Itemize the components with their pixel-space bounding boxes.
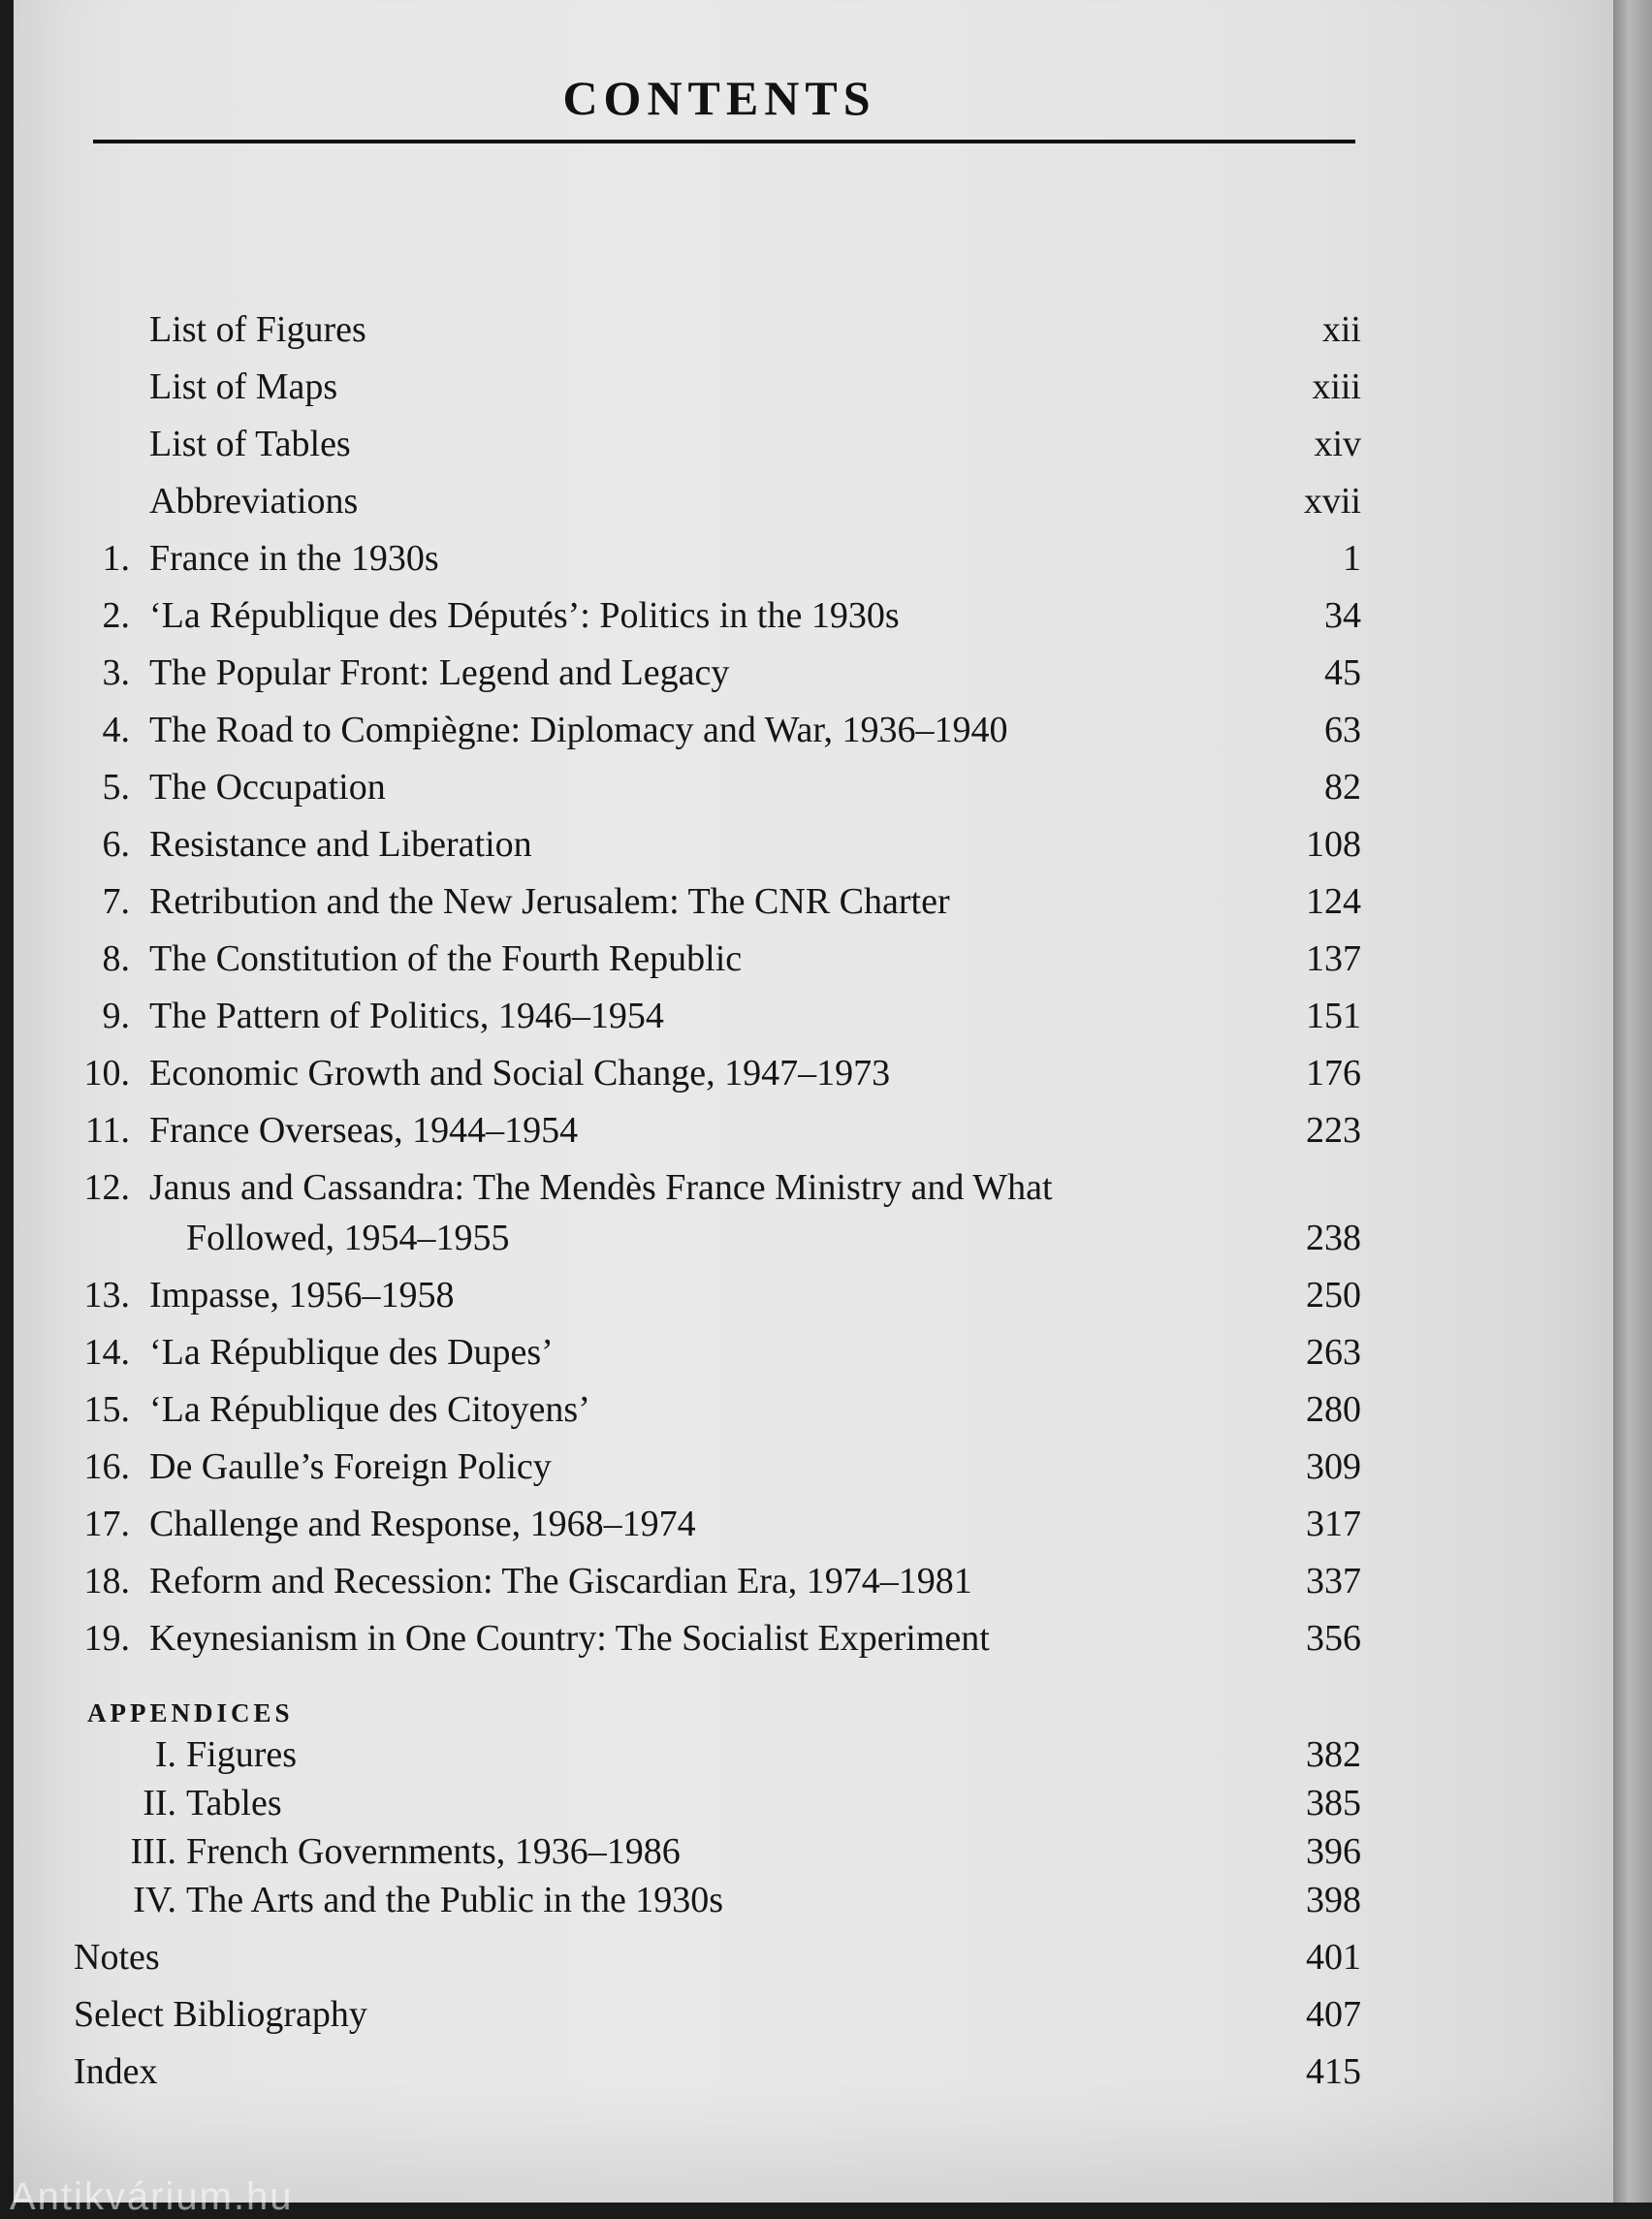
toc-entry-page: xii: [1321, 309, 1361, 350]
chapter-number: 14.: [83, 1332, 130, 1373]
chapter-title: ‘La République des Citoyens’: [149, 1389, 590, 1430]
appendix-number: I.: [154, 1734, 176, 1775]
chapter-page: 108: [1306, 824, 1361, 865]
chapter-title: Resistance and Liberation: [149, 824, 532, 865]
toc-entry-page: xiv: [1314, 424, 1361, 464]
appendix-title: French Governments, 1936–1986: [186, 1831, 681, 1872]
chapter-number: 1.: [102, 538, 130, 579]
toc-entry-page: 407: [1306, 1994, 1361, 2035]
chapter-title: The Popular Front: Legend and Legacy: [149, 652, 730, 693]
page-edge: [1613, 0, 1652, 2203]
chapter-number: 10.: [83, 1053, 130, 1094]
chapter-number: 18.: [83, 1561, 130, 1601]
chapter-number: 12.: [83, 1167, 130, 1208]
page-title: CONTENTS: [562, 71, 876, 125]
appendix-title: The Arts and the Public in the 1930s: [186, 1880, 724, 1920]
appendix-title: Tables: [186, 1783, 282, 1823]
chapter-number: 7.: [102, 881, 130, 922]
appendix-number: IV.: [133, 1880, 176, 1920]
toc-entry-title: List of Maps: [149, 366, 338, 407]
toc-entry-title: Notes: [74, 1937, 160, 1978]
chapter-number: 9.: [102, 996, 130, 1036]
chapter-title: The Pattern of Politics, 1946–1954: [149, 996, 664, 1036]
appendix-page: 385: [1306, 1783, 1361, 1823]
chapter-page: 263: [1306, 1332, 1361, 1373]
book-page: [14, 0, 1613, 2203]
chapter-title: Economic Growth and Social Change, 1947–1973: [149, 1053, 891, 1094]
appendix-page: 398: [1306, 1880, 1361, 1920]
chapter-title: ‘La République des Dupes’: [149, 1332, 554, 1373]
chapter-title: The Road to Compiègne: Diplomacy and War, 1936–1940: [149, 710, 1008, 750]
chapter-title: Impasse, 1956–1958: [149, 1275, 455, 1316]
toc-entry-page: xvii: [1303, 481, 1361, 522]
chapter-title: De Gaulle’s Foreign Policy: [149, 1446, 552, 1487]
watermark-text: Antikvárium.hu: [10, 2175, 294, 2218]
chapter-number: 13.: [83, 1275, 130, 1316]
toc-entry-title: List of Figures: [149, 309, 366, 350]
chapter-title: The Constitution of the Fourth Republic: [149, 938, 743, 979]
chapter-title: The Occupation: [149, 767, 386, 808]
toc-entry-page: 401: [1306, 1937, 1361, 1978]
appendix-number: II.: [143, 1783, 176, 1823]
chapter-page: 176: [1306, 1053, 1361, 1094]
toc-entry-title: List of Tables: [149, 424, 351, 464]
chapter-page: 151: [1306, 996, 1361, 1036]
chapter-title: France Overseas, 1944–1954: [149, 1110, 579, 1151]
chapter-title: Reform and Recession: The Giscardian Era, 1974–1981: [149, 1561, 972, 1601]
appendix-number: III.: [130, 1831, 176, 1872]
chapter-page: 337: [1306, 1561, 1361, 1601]
chapter-title: Retribution and the New Jerusalem: The CNR Charter: [149, 881, 950, 922]
chapter-number: 17.: [83, 1504, 130, 1544]
chapter-title: ‘La République des Députés’: Politics in the 1930s: [149, 595, 900, 636]
chapter-number: 2.: [102, 595, 130, 636]
chapter-title-continued: Followed, 1954–1955: [186, 1218, 510, 1258]
chapter-number: 19.: [83, 1618, 130, 1659]
chapter-page: 82: [1324, 767, 1361, 808]
table-of-contents: [14, 0, 1613, 2203]
appendix-page: 396: [1306, 1831, 1361, 1872]
chapter-title: Keynesianism in One Country: The Socialist Experiment: [149, 1618, 990, 1659]
chapter-page: 63: [1324, 710, 1361, 750]
chapter-number: 5.: [102, 767, 130, 808]
chapter-page: 356: [1306, 1618, 1361, 1659]
chapter-page: 250: [1306, 1275, 1361, 1316]
appendix-title: Figures: [186, 1734, 297, 1775]
toc-entry-page: xiii: [1312, 366, 1361, 407]
chapter-page: 1: [1343, 538, 1361, 579]
chapter-page: 223: [1306, 1110, 1361, 1151]
toc-entry-title: Index: [74, 2051, 158, 2092]
chapter-page: 280: [1306, 1389, 1361, 1430]
appendices-heading: APPENDICES: [87, 1698, 294, 1728]
chapter-page: 238: [1306, 1218, 1361, 1258]
chapter-number: 4.: [102, 710, 130, 750]
chapter-number: 11.: [84, 1110, 130, 1151]
toc-entry-title: Abbreviations: [149, 481, 359, 522]
chapter-title: Janus and Cassandra: The Mendès France Ministry and What: [149, 1167, 1053, 1208]
toc-entry-title: Select Bibliography: [74, 1994, 367, 2035]
chapter-number: 3.: [102, 652, 130, 693]
chapter-page: 124: [1306, 881, 1361, 922]
chapter-title: France in the 1930s: [149, 538, 439, 579]
chapter-page: 317: [1306, 1504, 1361, 1544]
chapter-number: 15.: [83, 1389, 130, 1430]
chapter-page: 45: [1324, 652, 1361, 693]
chapter-page: 309: [1306, 1446, 1361, 1487]
chapter-number: 6.: [102, 824, 130, 865]
toc-entry-page: 415: [1306, 2051, 1361, 2092]
chapter-title: Challenge and Response, 1968–1974: [149, 1504, 696, 1544]
chapter-page: 137: [1306, 938, 1361, 979]
appendix-page: 382: [1306, 1734, 1361, 1775]
chapter-page: 34: [1324, 595, 1361, 636]
chapter-number: 8.: [102, 938, 130, 979]
chapter-number: 16.: [83, 1446, 130, 1487]
